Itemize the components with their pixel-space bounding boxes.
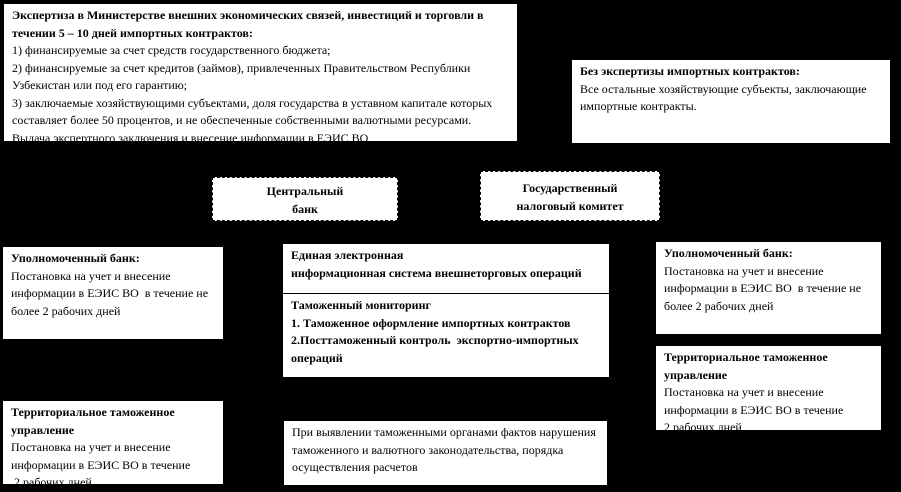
eeis-title-section	[283, 244, 609, 293]
expertise-item-3: 3) заключаемые хозяйствующими субъектами, доля государства в уставном капитале которых составляет более 50 процентов, и не обеспеченные собственными валютными ресурсами.	[12, 95, 496, 127]
central-bank-line-1: Центральный	[266, 184, 344, 198]
territorial-customs-right-body-2: 2 рабочих дней	[664, 420, 742, 434]
tax-committee-line-2: налоговый комитет	[516, 198, 624, 213]
no-expertise-body: Все остальные хозяйствующие субъекты, заключающие импортные контракты.	[580, 81, 870, 113]
eeis-title-line-2: информационная система внешнеторговых операций	[291, 265, 582, 280]
expertise-footer: Выдача экспертного заключения и внесение информации в ЕЭИС ВО	[12, 130, 369, 145]
violation-box	[282, 419, 609, 487]
territorial-customs-left-title: Территориальное таможенное управление	[11, 405, 178, 437]
eeis-title-line-1: Единая электронная	[291, 248, 404, 262]
expertise-title: Экспертиза в Министерстве внешних экономических связей, инвестиций и торговли в течении 5 – 10 дней импортных контрактов:	[12, 8, 487, 40]
authorized-bank-right-box	[655, 241, 882, 335]
no-expertise-box	[570, 58, 892, 145]
expertise-item-2: 2) финансируемые за счет кредитов (займов), привлеченных Правительством Республики Узбекистан или под его гарантию;	[12, 60, 474, 92]
tax-committee-box	[480, 171, 660, 221]
authorized-bank-right-body: Постановка на учет и внесение информации в ЕЭИС ВО в течение не более 2 рабочих дней	[664, 263, 865, 313]
authorized-bank-left-body: Постановка на учет и внесение информации в ЕЭИС ВО в течение не более 2 рабочих дней	[11, 268, 212, 318]
authorized-bank-left-box	[2, 246, 224, 340]
territorial-customs-right-title: Территориальное таможенное управление	[664, 350, 831, 382]
customs-monitoring-item-1: 1. Таможенное оформление импортных контрактов	[291, 315, 571, 330]
authorized-bank-left-title: Уполномоченный банк:	[11, 251, 140, 265]
violation-body: При выявлении таможенными органами фактов нарушения таможенного и валютного законодательства, порядка осуществления расчетов	[292, 425, 599, 474]
authorized-bank-right-title: Уполномоченный банк:	[664, 246, 793, 260]
central-bank-line-2: банк	[292, 201, 318, 216]
eeis-system-box	[281, 242, 611, 379]
territorial-customs-right-box	[655, 345, 882, 434]
customs-monitoring-item-2: 2.Посттаможенный контроль экспортно-импортных операций	[291, 333, 582, 365]
territorial-customs-left-box	[2, 400, 224, 489]
no-expertise-title: Без экспертизы импортных контрактов:	[580, 64, 800, 78]
territorial-customs-left-body: Постановка на учет и внесение информации в ЕЭИС ВО в течение	[11, 440, 191, 472]
territorial-customs-left-body-2: 2 рабочих дней	[11, 475, 92, 489]
expertise-item-1: 1) финансируемые за счет средств государственного бюджета;	[12, 43, 331, 57]
expertise-box	[2, 2, 519, 143]
tax-committee-line-1: Государственный	[522, 181, 618, 195]
central-bank-box	[212, 177, 398, 221]
customs-monitoring-title: Таможенный мониторинг	[291, 298, 431, 312]
territorial-customs-right-body: Постановка на учет и внесение информации в ЕЭИС ВО в течение	[664, 385, 844, 417]
customs-monitoring-section	[283, 293, 609, 370]
